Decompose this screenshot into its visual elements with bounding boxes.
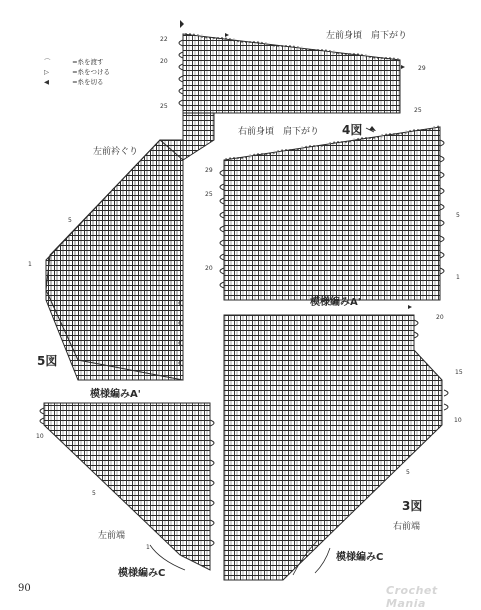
row-number: 1 (28, 261, 32, 268)
pattern-c-label: 模様編みC (336, 552, 384, 563)
row-number: 29 (205, 167, 213, 174)
row-number: 29 (418, 65, 426, 72)
row-number: 5 (68, 217, 72, 224)
left-lower-chart (44, 403, 210, 570)
legend-item: ▷ =糸をつける (44, 68, 111, 76)
row-number: 10 (36, 433, 44, 440)
left-piece-chart (46, 140, 183, 380)
row-number: 5 (92, 490, 96, 497)
row-number: 5 (456, 212, 460, 219)
cut-yarn-icon: ◀ (44, 78, 49, 86)
legend-item: ⌒ =糸を渡す (44, 58, 104, 66)
row-number: 15 (455, 369, 463, 376)
watermark: Crochet Mania (386, 584, 438, 610)
left-front-shoulder-chart (183, 34, 400, 113)
pattern-c-label: 模様編みC (118, 568, 166, 579)
row-number: 1 (456, 274, 460, 281)
pattern-a-prime-label: 模様編みA' (310, 297, 361, 308)
figure-4-label: 4図 (342, 123, 363, 137)
row-number: 1 (146, 544, 150, 551)
figure-3-label: 3図 (402, 499, 423, 513)
chain-arch-icon: ⌒ (44, 58, 51, 66)
row-number: 20 (160, 58, 168, 65)
right-front-shoulder-label: 右前身頃 肩下がり (238, 127, 320, 137)
row-number: 20 (436, 314, 444, 321)
row-number: 10 (454, 417, 462, 424)
row-number: 25 (414, 107, 422, 114)
row-number: 25 (205, 191, 213, 198)
join-yarn-icon: ▷ (44, 68, 49, 76)
row-number: 20 (205, 265, 213, 272)
legend (44, 57, 110, 87)
right-lower-chart (224, 315, 442, 580)
right-front-edge-label: 右前端 (393, 522, 421, 532)
left-front-shoulder-label: 左前身頃 肩下がり (326, 31, 408, 41)
legend-item: ◀ =糸を切る (44, 78, 104, 86)
page-number: 90 (18, 583, 31, 594)
left-front-edge-label: 左前端 (98, 531, 126, 541)
pattern-a-prime-label: 模様編みA' (90, 389, 141, 400)
figure-5-label: 5図 (37, 354, 58, 368)
row-number: 5 (406, 469, 410, 476)
right-front-shoulder-chart (224, 127, 440, 300)
row-number: 22 (160, 36, 168, 43)
row-number: 25 (160, 103, 168, 110)
left-front-neckline-label: 左前衿ぐり (93, 147, 139, 157)
